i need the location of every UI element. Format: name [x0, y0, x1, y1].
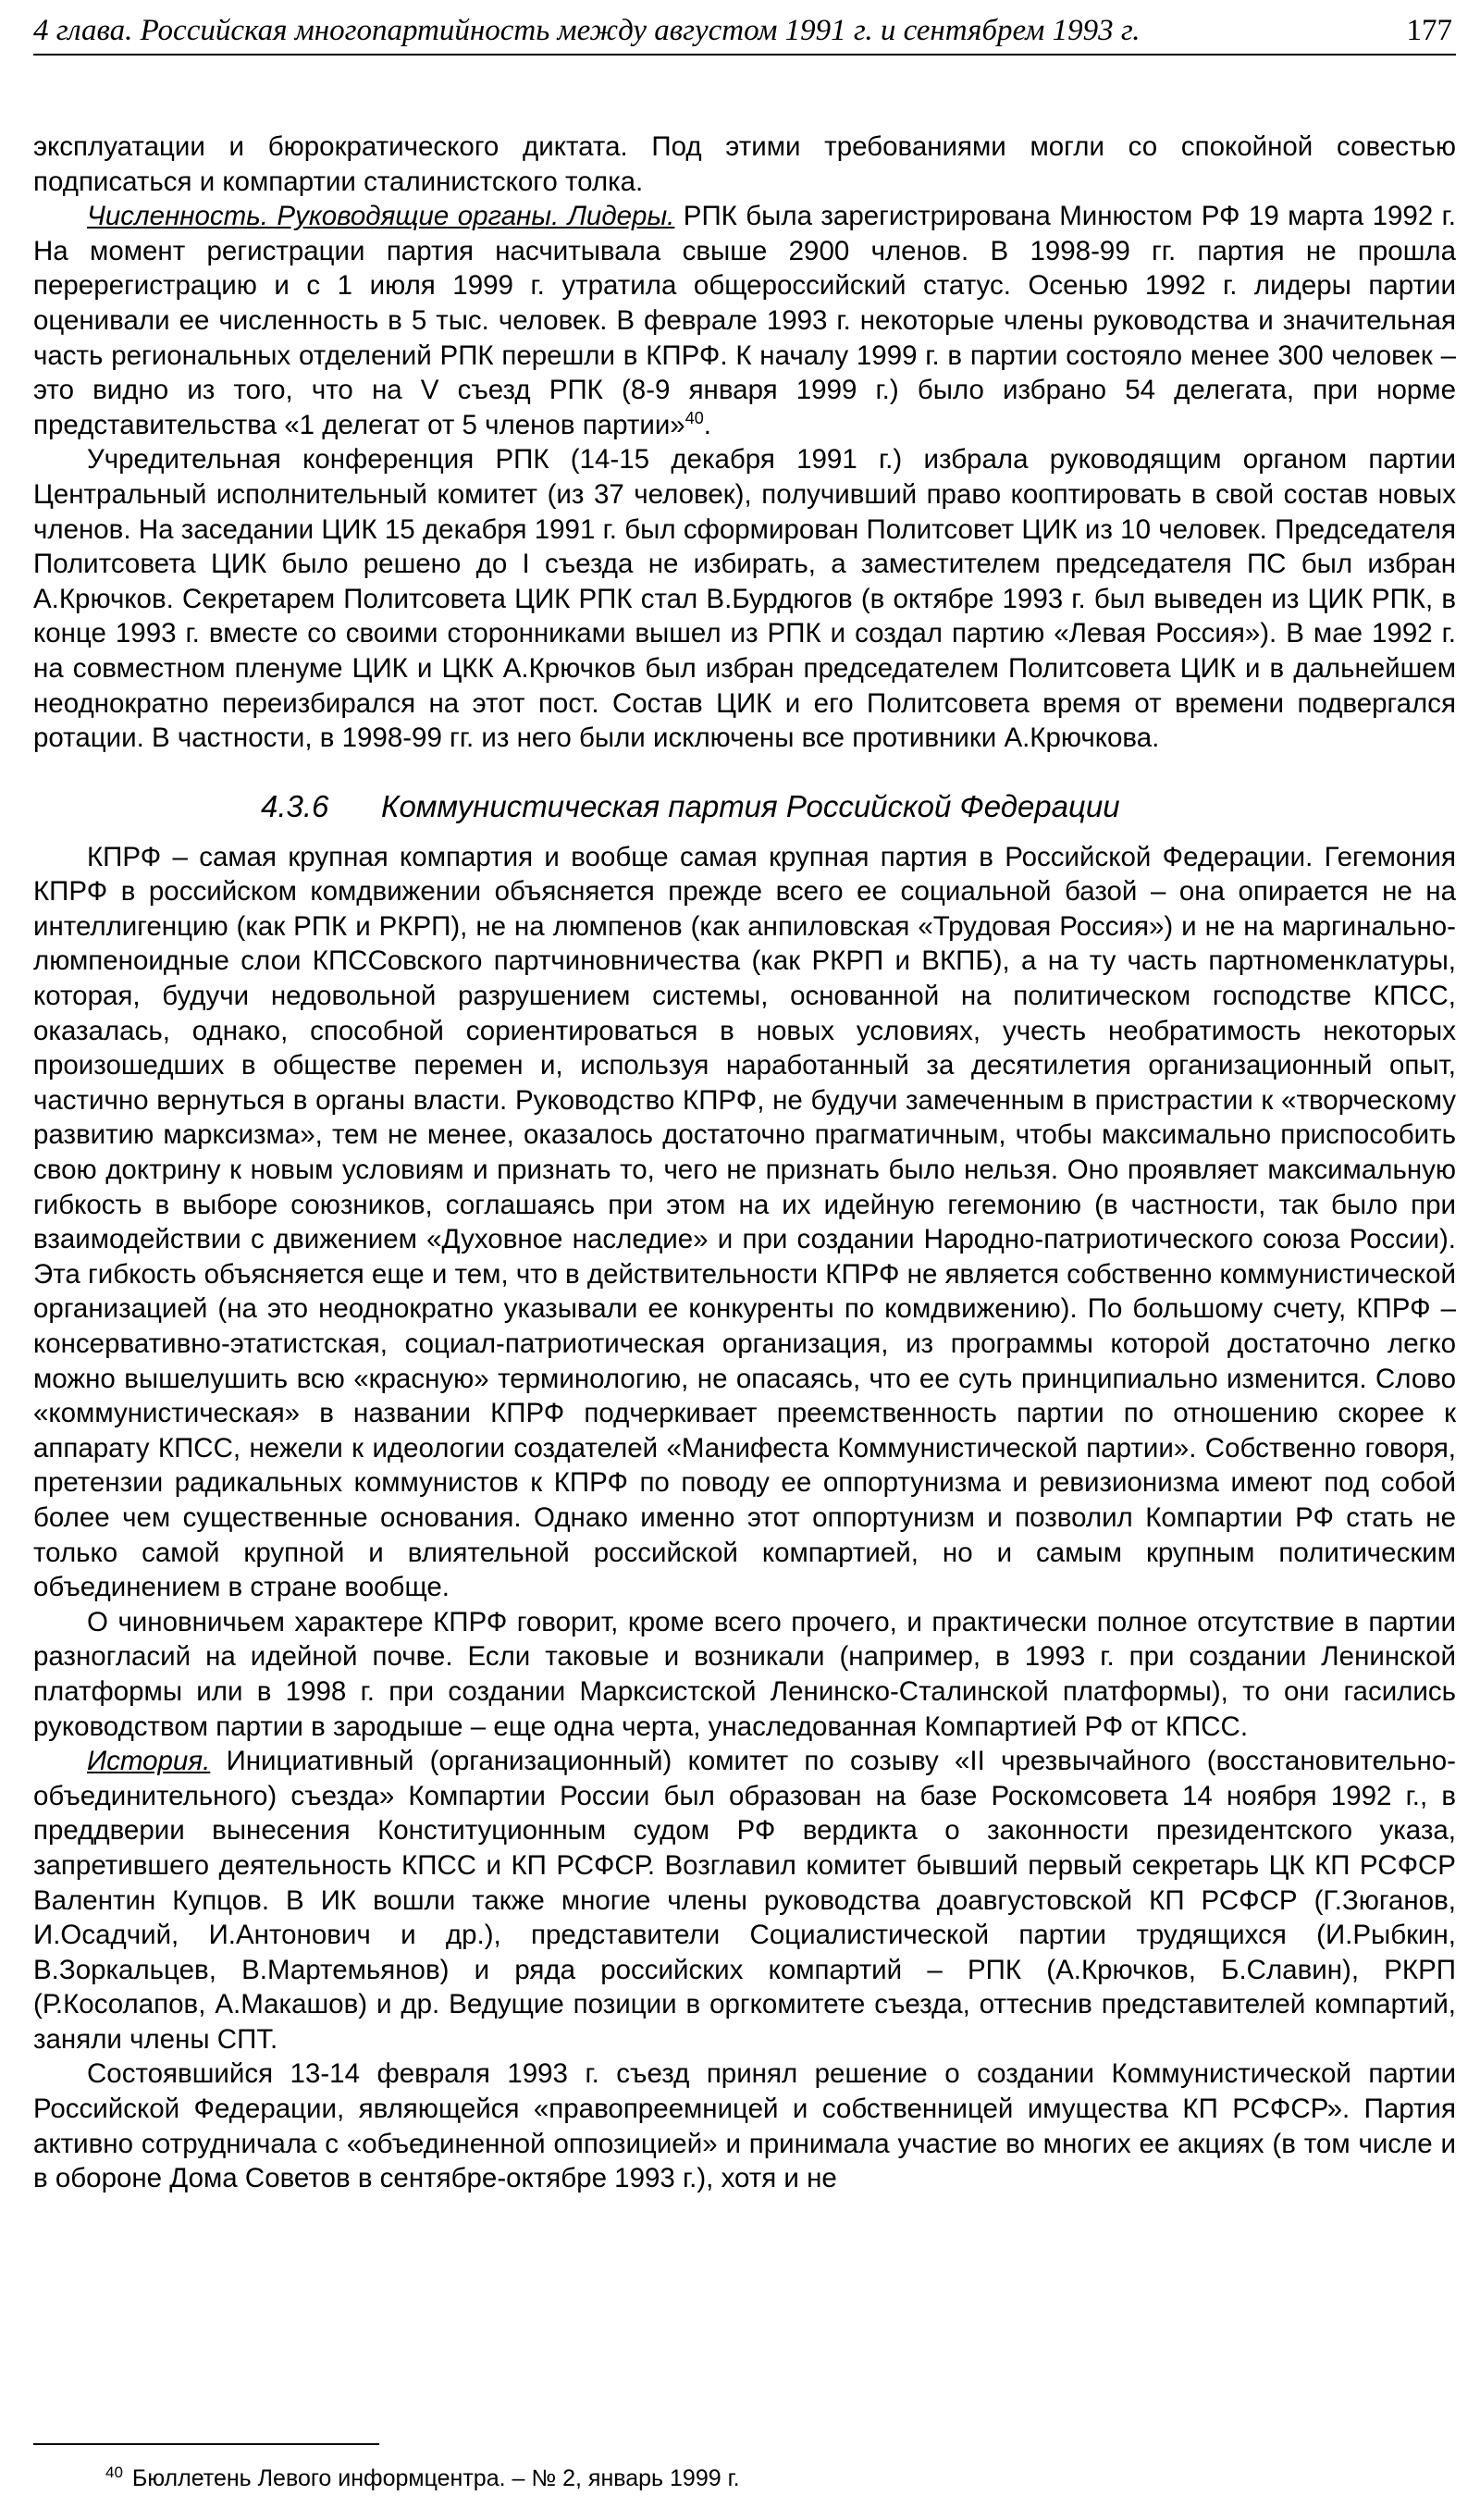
body-text	[33, 130, 1456, 2196]
paragraph-text: О чиновничьем характере КПРФ говорит, кроме всего прочего, и практически полное отсутствие в партии разногласий на идейной почве. Если таковые и возникали (например, в 1993 г. при создании Ленинской платформы или в 1998 г. при создании Марксистской Ленинско-Сталинской платформы), то они гасились руководством партии в зародыше – еще одна черта, унаследованная Компартией РФ от КПСС.	[33, 1606, 1456, 1742]
running-title: 4 глава. Российская многопартийность между августом 1991 г. и сентябрем 1993 г.	[33, 14, 1141, 47]
footnote-number: 40	[105, 2463, 123, 2481]
paragraph-text: Учредительная конференция РПК (14-15 декабря 1991 г.) избрала руководящим органом партии Центральный исполнительный комитет (из 37 человек), получивший право кооптировать в свой состав новых членов. На заседании ЦИК 15 декабря 1991 г. был сформирован Политсовет ЦИК из 10 человек. Председателя Политсовета ЦИК было решено до I съезда не избирать, а заместителем председателя ПС был избран А.Крючков. Секретарем Политсовета ЦИК РПК стал В.Бурдюгов (в октябре 1993 г. был выведен из ЦИК РПК, в конце 1993 г. вместе со своими сторонниками вышел из РПК и создал партию «Левая Россия»). В мае 1992 г. на совместном пленуме ЦИК и ЦКК А.Крючков был избран председателем Политсовета ЦИК и в дальнейшем неоднократно переизбирался на этот пост. Состав ЦИК и его Политсовета время от времени подвергался ротации. В частности, в 1998-99 гг. из него были исключены все противники А.Крючкова.	[33, 444, 1456, 754]
paragraph	[33, 2057, 1456, 2195]
footnote-separator	[33, 2443, 379, 2445]
paragraph	[33, 1605, 1456, 1744]
paragraph-text: КПРФ – самая крупная компартия и вообще самая крупная партия в Российской Федерации. Гегемония КПРФ в российском комдвижении объясняется прежде всего ее социальной базой – она опирается не на интеллигенцию (как РПК и РКРП), не на люмпенов (как анпиловская «Трудовая Россия») и не на маргинально-люмпеноидные слои КПССовского партчиновничества (как РКРП и ВКПБ), а на ту часть партноменклатуры, которая, будучи недовольной разрушением системы, основанной на политическом господстве КПСС, оказалась, однако, способной сориентироваться в новых условиях, учесть необратимость некоторых произошедших в обществе перемен и, используя наработанный за десятилетия организационный опыт, частично вернуться в органы власти. Руководство КПРФ, не будучи замеченным в пристрастии к «творческому развитию марксизма», тем не менее, оказалось достаточно прагматичным, чтобы максимально приспособить свою доктрину к новым условиям и признать то, чего не признать было нельзя. Оно проявляет максимальную гибкость в выборе союзников, соглашаясь при этом на их идейную гегемонию (в частности, так было при взаимодействии с движением «Духовное наследие» и при создании Народно-патриотического союза России). Эта гибкость объясняется еще и тем, что в действительности КПРФ не является собственно коммунистической организацией (на это неоднократно указывали ее конкуренты по комдвижению). По большому счету, КПРФ – консервативно-этатистская, социал-патриотическая организация, из программы которой достаточно легко можно вышелушить всю «красную» терминологию, не опасаясь, что ее суть принципиально изменится. Слово «коммунистическая» в названии КПРФ подчеркивает преемственность партии по отношению скорее к аппарату КПСС, нежели к идеологии создателей «Манифеста Коммунистической партии». Собственно говоря, претензии радикальных коммунистов к КПРФ по поводу ее оппортунизма и ревизионизма имеют под собой более чем существенные основания. Однако именно этот оппортунизм и позволил Компартии РФ стать не только самой крупной и влиятельной российской компартией, но и самым крупным политическим объединением в стране вообще.	[33, 841, 1456, 1603]
paragraph	[33, 1744, 1456, 2057]
paragraph	[33, 840, 1456, 1605]
section-heading	[33, 788, 1456, 825]
section-title: Коммунистическая партия Российской Федерации	[381, 788, 1120, 823]
paragraph	[33, 199, 1456, 442]
paragraph	[33, 442, 1456, 755]
page-number: 177	[1406, 14, 1452, 47]
footnote	[105, 2464, 740, 2493]
paragraph-text: Состоявшийся 13-14 февраля 1993 г. съезд принял решение о создании Коммунистической партии Российской Федерации, являющейся «правопреемницей и собственницей имущества КП РСФСР». Партия активно сотрудничала с «объединенной оппозицией» и принимала участие во многих ее акциях (в том числе и в обороне Дома Советов в сентябре-октябре 1993 г.), хотя и не	[33, 2058, 1456, 2194]
paragraph-text: .	[703, 409, 711, 440]
paragraph	[33, 130, 1456, 199]
section-number: 4.3.6	[261, 788, 329, 823]
footnote-text: Бюллетень Левого информцентра. – № 2, январь 1999 г.	[131, 2465, 740, 2491]
footnote-reference[interactable]: 40	[684, 408, 704, 427]
paragraph-text: эксплуатации и бюрократического диктата. Под этими требованиями могли со спокойной совестью подписаться и компартии сталинистского толка.	[33, 131, 1456, 197]
paragraph-lead-in: Численность. Руководящие органы. Лидеры.	[87, 201, 675, 232]
running-header	[33, 7, 1456, 56]
paragraph-lead-in: История.	[87, 1746, 211, 1777]
paragraph-text: Инициативный (организационный) комитет по созыву «II чрезвычайного (восстановительно-объединительного) съезда» Компартии России был образован на базе Роскомсовета 14 ноября 1992 г., в преддверии вынесения Конституционным судом РФ вердикта о законности президентского указа, запретившего деятельность КПСС и КП РСФСР. Возглавил комитет бывший первый секретарь ЦК КП РСФСР Валентин Купцов. В ИК вошли также многие члены руководства доавгустовской КП РСФСР (Г.Зюганов, И.Осадчий, И.Антонович и др.), представители Социалистической партии трудящихся (И.Рыбкин, В.Зоркальцев, В.Мартемьянов) и ряда российских компартий – РПК (А.Крючков, Б.Славин), РКРП (Р.Косолапов, А.Макашов) и др. Ведущие позиции в оргкомитете съезда, оттеснив представителей компартий, заняли члены СПТ.	[33, 1746, 1456, 2055]
paragraph-text: РПК была зарегистрирована Минюстом РФ 19 марта 1992 г. На момент регистрации партия насчитывала свыше 2900 членов. В 1998-99 гг. партия не прошла перерегистрацию и с 1 июля 1999 г. утратила общероссийский статус. Осенью 1992 г. лидеры партии оценивали ее численность в 5 тыс. человек. В феврале 1993 г. некоторые члены руководства и значительная часть региональных отделений РПК перешли в КПРФ. К началу 1999 г. в партии состояло менее 300 человек – это видно из того, что на V съезд РПК (8-9 января 1999 г.) было избрано 54 делегата, при норме представительства «1 делегат от 5 членов партии»	[33, 201, 1456, 440]
